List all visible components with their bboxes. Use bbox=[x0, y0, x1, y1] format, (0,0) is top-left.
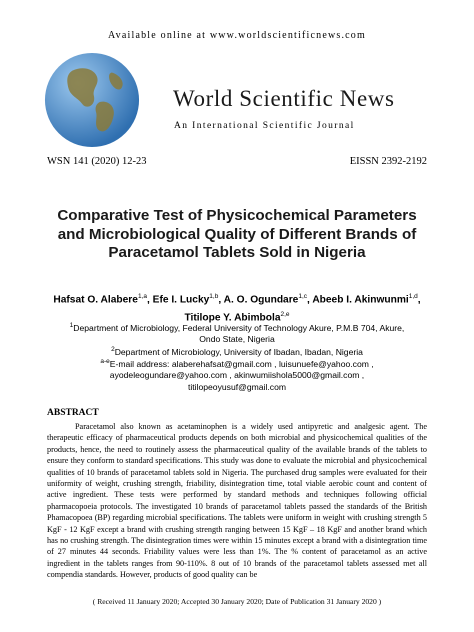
author-sup: 1,b bbox=[209, 293, 219, 300]
affiliation-2-text: Department of Microbiology, University of Ibadan, Ibadan, Nigeria bbox=[114, 346, 363, 357]
publication-dates: ( Received 11 January 2020; Accepted 30 January 2020; Date of Publication 31 January 2020 ) bbox=[92, 597, 382, 606]
article-title: Comparative Test of Physicochemical Parameters and Microbiological Quality of Different Brands of Paracetamol Tablets Sold in Nigeria bbox=[57, 207, 417, 261]
abstract-text: Paracetamol also known as acetaminophen is a widely used antipyretic and analgesic agent. The therapeutic efficacy of pharmaceutical products depends on both microbial and physicochemical qualities of the products, hence, the need to routinely assess the pharmaceutical quality of the available brands of the tablets to ensure they conform to standard specifications. This study was done to evaluate the microbial and physicochemical qualities of 10 brands of paracetamol tablets sold in Nigeria. The purchased drug samples were evaluated for their uniformity of weight, crushing strength, friability, disintegration time, total viable aerobic count and content of active ingredient. These tests were performed by standard methods and techniques following official pharmacopoeia protocols. The investigated 10 brands of paracetamol tablets passed the standards of the British Phamacopoea (BP) regarding microbial specifications. The tablets were uniform in weight with crushing strength 5 KgF - 12 KgF except a brand with crushing strength ranging between 15 KgF – 18 KgF and another brand which has no crushing strength. The disintegration times were within 15 minutes except a brand with a disintegration time of 27 minutes 44 seconds. Friability values were less than 1%. The % content of paracetamol as an active ingredient in the tablets ranges from 90-110%. 8 out of 10 brands of the paracetamol tablets assessed met all compendia standards. However, products of good quality can be bbox=[47, 422, 427, 580]
journal-name: World Scientific News bbox=[173, 86, 395, 111]
author-sup: 1,a bbox=[137, 293, 147, 300]
author-name: Abeeb I. Akinwunmi bbox=[312, 294, 409, 306]
author-name: Efe I. Lucky bbox=[152, 294, 210, 306]
affiliation-1 bbox=[60, 320, 414, 345]
affiliation-2-sup: 2 bbox=[111, 346, 115, 353]
email-line-3: titilopeoyusuf@gmail.com bbox=[187, 381, 287, 392]
email-sup: a-e bbox=[100, 358, 110, 365]
author-sup: 1,c bbox=[298, 293, 308, 300]
globe-icon bbox=[43, 51, 141, 149]
affiliation-1-sup: 1 bbox=[69, 322, 74, 329]
author-name: Titilope Y. Abimbola bbox=[184, 312, 281, 324]
affiliation-1-text: Department of Microbiology, Federal University of Technology Akure, P.M.B 704, Akure, Ondo State, Nigeria bbox=[73, 322, 405, 344]
email-line-1: E-mail address: alaberehafsat@gmail.com , luisunuefe@yahoo.com , bbox=[109, 358, 374, 369]
author-sup: 2,e bbox=[280, 311, 290, 319]
issue-info: WSN 141 (2020) 12-23 bbox=[47, 156, 147, 167]
author-name: Hafsat O. Alabere bbox=[53, 294, 138, 306]
journal-subtitle: An International Scientific Journal bbox=[174, 121, 355, 131]
abstract-heading: ABSTRACT bbox=[47, 408, 99, 418]
eissn-info: EISSN 2392-2192 bbox=[349, 156, 427, 167]
email-line-2: ayodeleogundare@yahoo.com , akinwumiishola5000@gmail.com , bbox=[109, 370, 365, 381]
author-sup: 1,d bbox=[408, 293, 418, 300]
author-name: A. O. Ogundare bbox=[223, 294, 299, 306]
available-online-text: Available online at www.worldscientificnews.com bbox=[107, 30, 366, 41]
author-list: Hafsat O. Alabere$^{1,a}$, Efe I. Lucky$^{1,b}$, A. O. Ogundare$^{1,c}$, Abeeb I. Akinwunmi$^{1,d}$, Titilope Y. Abimbola$^{2,e}$ bbox=[53, 293, 421, 324]
email-addresses bbox=[60, 356, 414, 393]
